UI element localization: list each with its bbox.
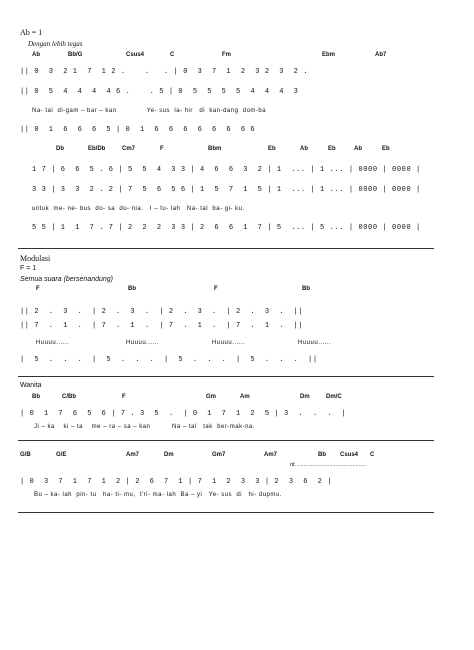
key-signature: F = 1: [20, 265, 37, 272]
divider: [18, 512, 434, 513]
chord: Eb: [382, 146, 390, 152]
chord: Ab: [300, 146, 308, 152]
chord: F: [160, 146, 164, 152]
notation-line: | 0 1 7 6 5 6 | 7 . 3 5 . | 0 1 7 1 2 5 | 3 . . . |: [20, 410, 347, 418]
divider: [18, 248, 434, 249]
chord: Gm7: [212, 452, 226, 458]
chord: Bb: [128, 286, 136, 292]
lyrics-line: untuk me- ne- bus do- sa du- nia. I – tu- lah Na- tal ba- gi- ku.: [32, 206, 245, 212]
notation-line: || 0 1 6 6 6 5 | 0 1 6 6 6 6 6 6 6 6: [20, 126, 256, 134]
chord: Am: [240, 394, 250, 400]
notation-line: 5 5 | 1 1 7 . 7 | 2 2 2 3 3 | 2 6 6 1 7 | 5 ... | 5 ... | 0000 | 0000 |: [32, 224, 421, 232]
tempo-marking: Dengan lebih tegas: [28, 40, 83, 48]
divider: [18, 440, 434, 441]
section-title: Modulasi: [20, 254, 51, 263]
chord: C/Bb: [62, 394, 76, 400]
chord: Bb: [302, 286, 310, 292]
chord: Ab: [354, 146, 362, 152]
lyrics-line: Ji – ka ki – ta me – ra – sa – kan Na – tal tak ber-mak-na.: [34, 424, 255, 430]
chord: Bbm: [208, 146, 222, 152]
lyrics-item: Huuuu......: [126, 340, 160, 346]
lyrics-item: Huuuu......: [212, 340, 246, 346]
chord: G/B: [20, 452, 31, 458]
section-title: Wanita: [20, 382, 42, 389]
notation-line: | 0 3 7 1 7 1 2 | 2 6 7 1 | 7 1 2 3 3 | 2 3 6 2 |: [20, 478, 333, 486]
chord: Gm: [206, 394, 217, 400]
divider: [18, 376, 434, 377]
chord: Ab7: [375, 52, 387, 58]
chord: Am7: [264, 452, 278, 458]
notation-line: || 0 3 2 1 7 1 2 . . . | 0 3 7 1 2 3 2 3 2 .: [20, 68, 309, 76]
notation-line: || 0 5 4 4 4 4 6 . . 5 | 0 5 5 5 5 4 4 4 3: [20, 88, 299, 96]
notation-line: || 7 . 1 . | 7 . 1 . | 7 . 1 . | 7 . 1 . ||: [20, 322, 304, 330]
chord: C: [370, 452, 375, 458]
chord: Csus4: [126, 52, 145, 58]
chord: Cm7: [122, 146, 136, 152]
lyrics-line: Na- tal di-gam – bar – kan Ye- sus la- hir di kan-dang dom-ba: [32, 108, 267, 114]
chord: F: [36, 286, 40, 292]
chord: Dm: [164, 452, 174, 458]
chord: Dm: [300, 394, 310, 400]
chord: Eb: [268, 146, 276, 152]
chord: F: [122, 394, 126, 400]
chord: C: [170, 52, 175, 58]
chord: Eb/Db: [88, 146, 106, 152]
chord: G/E: [56, 452, 67, 458]
chord: Eb: [328, 146, 336, 152]
notation-line: 3 3 | 3 3 2 . 2 | 7 5 6 5 6 | 1 5 7 1 5 | 1 ... | 1 ... | 0000 | 0000 |: [32, 186, 421, 194]
chord: Bb/G: [68, 52, 83, 58]
chord: F: [214, 286, 218, 292]
chord: Fm: [222, 52, 231, 58]
lyrics-item: Huuuu......: [298, 340, 332, 346]
chord: Db: [56, 146, 64, 152]
performance-note: Semua suara (bersenandung): [20, 276, 114, 283]
notation-line: 1 7 | 6 6 5 . 6 | 5 5 4 3 3 | 4 6 6 3 2 | 1 ... | 1 ... | 0000 | 0000 |: [32, 166, 421, 174]
chord: Bb: [32, 394, 40, 400]
chord: Dm/C: [326, 394, 342, 400]
notation-line: || 2 . 3 . | 2 . 3 . | 2 . 3 . | 2 . 3 . ||: [20, 308, 304, 316]
notation-line: | 5 . . . | 5 . . . | 5 . . . | 5 . . . ||: [20, 356, 318, 364]
lyrics-item: Huuuu......: [36, 340, 70, 346]
chord: Bb: [318, 452, 326, 458]
lyrics-line: Bu – ka- lah pin- tu ha- ti- mu, t'ri- ma- lah Ba – yi Ye- sus di hi- dupmu.: [34, 492, 282, 498]
chord: Csus4: [340, 452, 359, 458]
chord: Am7: [126, 452, 140, 458]
chord: Ab: [32, 52, 40, 58]
ritardando-marking: rit. .............................................: [290, 462, 367, 468]
chord: Ebm: [322, 52, 336, 58]
key-signature: Ab = 1: [20, 28, 43, 37]
